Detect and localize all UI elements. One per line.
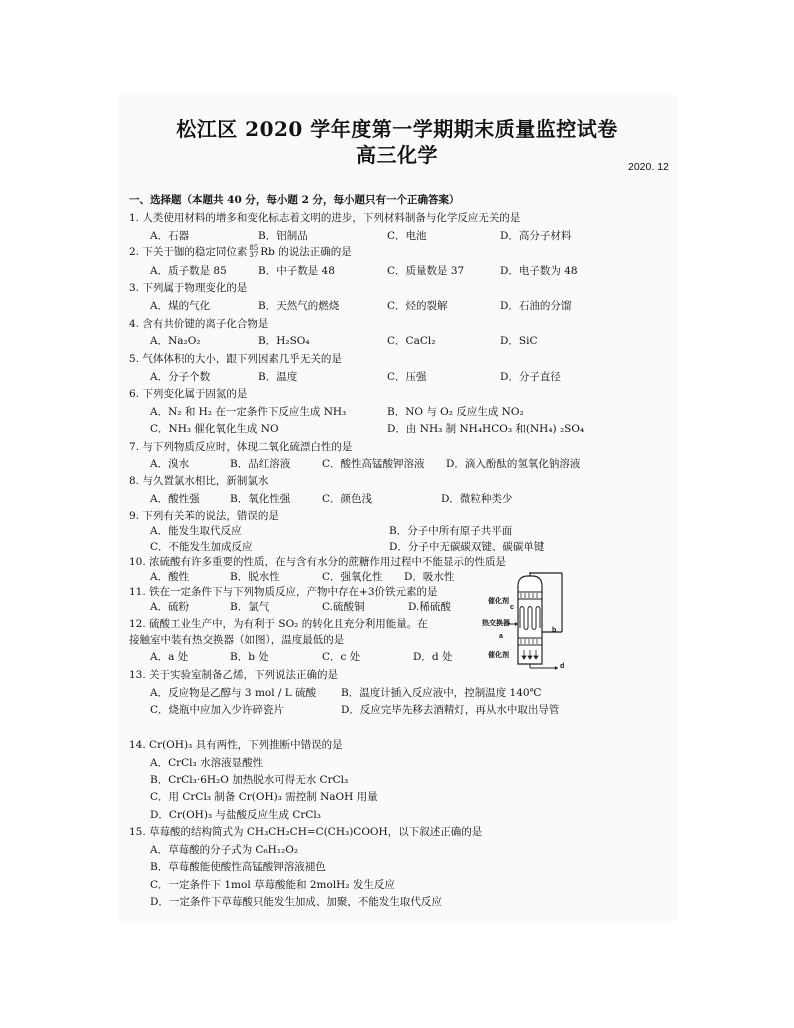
q1-option-b: B．铝制品: [258, 230, 308, 242]
q7-option-d: D．滴入酚酞的氢氧化钠溶液: [446, 458, 581, 470]
q11-option-a: A．硫粉: [150, 601, 190, 613]
q3-option-d: D．石油的分馏: [500, 300, 572, 312]
q3-option-c: C．烃的裂解: [387, 300, 448, 312]
q15-option-a: A．草莓酸的分子式为 C₆H₁₂O₂: [150, 844, 299, 856]
q4-option-a: A．Na₂O₂: [150, 335, 201, 347]
q3-option-b: B．天然气的燃烧: [258, 300, 340, 312]
q7-option-c: C．酸性高锰酸钾溶液: [322, 458, 425, 470]
exam-subtitle: 高三化学: [356, 143, 438, 167]
q8-stem: 8. 与久置氯水相比，新制氯水: [129, 475, 269, 487]
contact-chamber-diagram: [482, 572, 570, 676]
q9-option-c: C．不能发生加成反应: [150, 541, 253, 553]
q6-option-d: D．由 NH₃ 制 NH₄HCO₃ 和(NH₄) ₂SO₄: [387, 423, 585, 435]
q10-option-c: C．强氧化性: [322, 571, 383, 583]
q14-option-b: B．CrCl₃·6H₂O 加热脱水可得无水 CrCl₃: [150, 774, 349, 786]
q9-stem: 9. 下列有关苯的说法，错误的是: [129, 510, 279, 522]
exam-title: 松江区 2020 学年度第一学期期末质量监控试卷: [176, 117, 618, 141]
q5-option-b: B．温度: [258, 371, 298, 383]
q8-option-c: C．颜色浅: [322, 493, 373, 505]
q15-option-d: D．一定条件下草莓酸只能发生加成、加聚，不能发生取代反应: [150, 896, 442, 908]
q1-option-c: C．电池: [387, 230, 427, 242]
q10-stem: 10. 浓硫酸有许多重要的性质，在与含有水分的蔗糖作用过程中不能显示的性质是: [129, 556, 507, 568]
q15-option-b: B．草莓酸能使酸性高锰酸钾溶液褪色: [150, 861, 326, 873]
isotope-atomic-number: 37: [249, 251, 259, 259]
q10-option-d: D．吸水性: [404, 571, 455, 583]
q5-option-d: D．分子直径: [500, 371, 561, 383]
q1-option-a: A．石器: [150, 230, 190, 242]
q12-option-c: C．c 处: [322, 651, 361, 663]
q14-option-c: C．用 CrCl₃ 制备 Cr(OH)₃ 需控制 NaOH 用量: [150, 791, 378, 803]
q1-stem: 1. 人类使用材料的增多和变化标志着文明的进步，下列材料制备与化学反应无关的是: [129, 212, 521, 224]
q5-option-c: C．压强: [387, 371, 427, 383]
q1-option-d: D．高分子材料: [500, 230, 572, 242]
q2-stem-pre: 2. 下关于铷的稳定同位素: [129, 246, 248, 258]
q11-option-b: B．氯气: [230, 601, 270, 613]
q3-option-a: A．煤的气化: [150, 300, 211, 312]
q15-stem: 15. 草莓酸的结构简式为 CH₃CH₂CH=C(CH₃)COOH，以下叙述正确的是: [129, 826, 483, 838]
q12-option-b: B．b 处: [230, 651, 269, 663]
isotope-notation: [249, 245, 258, 259]
q15-option-c: C．一定条件下 1mol 草莓酸能和 2molH₂ 发生反应: [150, 879, 395, 891]
q14-option-d: D．Cr(OH)₃ 与盐酸反应生成 CrCl₃: [150, 809, 321, 821]
point-a-label: a: [499, 633, 503, 640]
q2-option-b: B．中子数是 48: [258, 265, 335, 277]
point-b-label: b: [552, 627, 557, 634]
q14-stem: 14. Cr(OH)₃ 具有两性，下列推断中错误的是: [129, 739, 343, 751]
point-d-label: d: [560, 663, 565, 670]
isotope-mass: 85: [249, 244, 259, 252]
q10-option-b: B．脱水性: [230, 571, 280, 583]
q9-option-d: D．分子中无碳碳双键、碳碳单键: [389, 541, 545, 553]
q3-stem: 3. 下列属于物理变化的是: [129, 282, 248, 294]
q8-option-b: B．氧化性强: [230, 493, 291, 505]
q8-option-d: D．微粒种类少: [441, 493, 513, 505]
q5-stem: 5. 气体体积的大小，跟下列因素几乎无关的是: [129, 353, 342, 365]
exam-date: 2020. 12: [628, 161, 669, 173]
q9-option-b: B．分子中所有原子共平面: [389, 525, 513, 537]
q2-option-a: A．质子数是 85: [150, 265, 227, 277]
q12-stem-line2: 接触室中装有热交换器（如图），温度最低的是: [129, 634, 345, 646]
catalyst-bottom-label: 催化剂: [488, 652, 509, 659]
q2-option-c: C．质量数是 37: [387, 265, 465, 277]
q9-option-a: A．能发生取代反应: [150, 525, 242, 537]
q12-option-d: D．d 处: [413, 651, 453, 663]
q13-stem: 13. 关于实验室制备乙烯，下列说法正确的是: [129, 669, 339, 681]
q6-option-b: B．NO 与 O₂ 反应生成 NO₂: [387, 406, 524, 418]
q11-option-c: C.硫酸铜: [322, 601, 365, 613]
q2-stem-post: Rb 的说法正确的是: [260, 246, 352, 258]
q8-option-a: A．酸性强: [150, 493, 200, 505]
q6-option-c: C．NH₃ 催化氧化生成 NO: [150, 423, 279, 435]
q11-option-d: D.稀硫酸: [408, 601, 451, 613]
q6-option-a: A．N₂ 和 H₂ 在一定条件下反应生成 NH₃: [150, 406, 347, 418]
q2-stem: [129, 245, 352, 259]
q2-option-d: D．电子数为 48: [500, 265, 578, 277]
q13-option-a: A．反应物是乙醇与 3 mol / L 硫酸: [150, 687, 317, 699]
q13-option-c: C．烧瓶中应加入少许碎瓷片: [150, 704, 285, 716]
point-c-label: c: [510, 604, 514, 611]
q7-option-a: A．溴水: [150, 458, 190, 470]
q6-stem: 6. 下列变化属于固氮的是: [129, 388, 248, 400]
q11-stem: 11. 铁在一定条件下与下列物质反应，产物中存在+3价铁元素的是: [129, 586, 438, 598]
q4-option-c: C．CaCl₂: [387, 335, 436, 347]
q12-stem-line1: 12. 硫酸工业生产中，为有利于 SO₂ 的转化且充分利用能量。在: [129, 618, 428, 630]
q14-option-a: A．CrCl₃ 水溶液显酸性: [150, 757, 264, 769]
q7-stem: 7. 与下列物质反应时，体现二氧化硫漂白性的是: [129, 441, 353, 453]
heat-exchanger-label: 热交换器: [482, 620, 510, 627]
q12-option-a: A．a 处: [150, 651, 189, 663]
q4-stem: 4. 含有共价键的离子化合物是: [129, 318, 269, 330]
q13-option-b: B．温度计插入反应液中，控制温度 140℃: [341, 687, 542, 699]
q7-option-b: B．品红溶液: [230, 458, 291, 470]
q13-option-d: D．反应完毕先移去酒精灯，再从水中取出导管: [341, 704, 560, 716]
catalyst-top-label: 催化剂: [488, 598, 509, 605]
section-heading: 一、选择题（本题共 40 分，每小题 2 分，每小题只有一个正确答案）: [129, 194, 460, 206]
q10-option-a: A．酸性: [150, 571, 190, 583]
q4-option-d: D．SiC: [500, 335, 538, 347]
q4-option-b: B．H₂SO₄: [258, 335, 310, 347]
q5-option-a: A．分子个数: [150, 371, 211, 383]
